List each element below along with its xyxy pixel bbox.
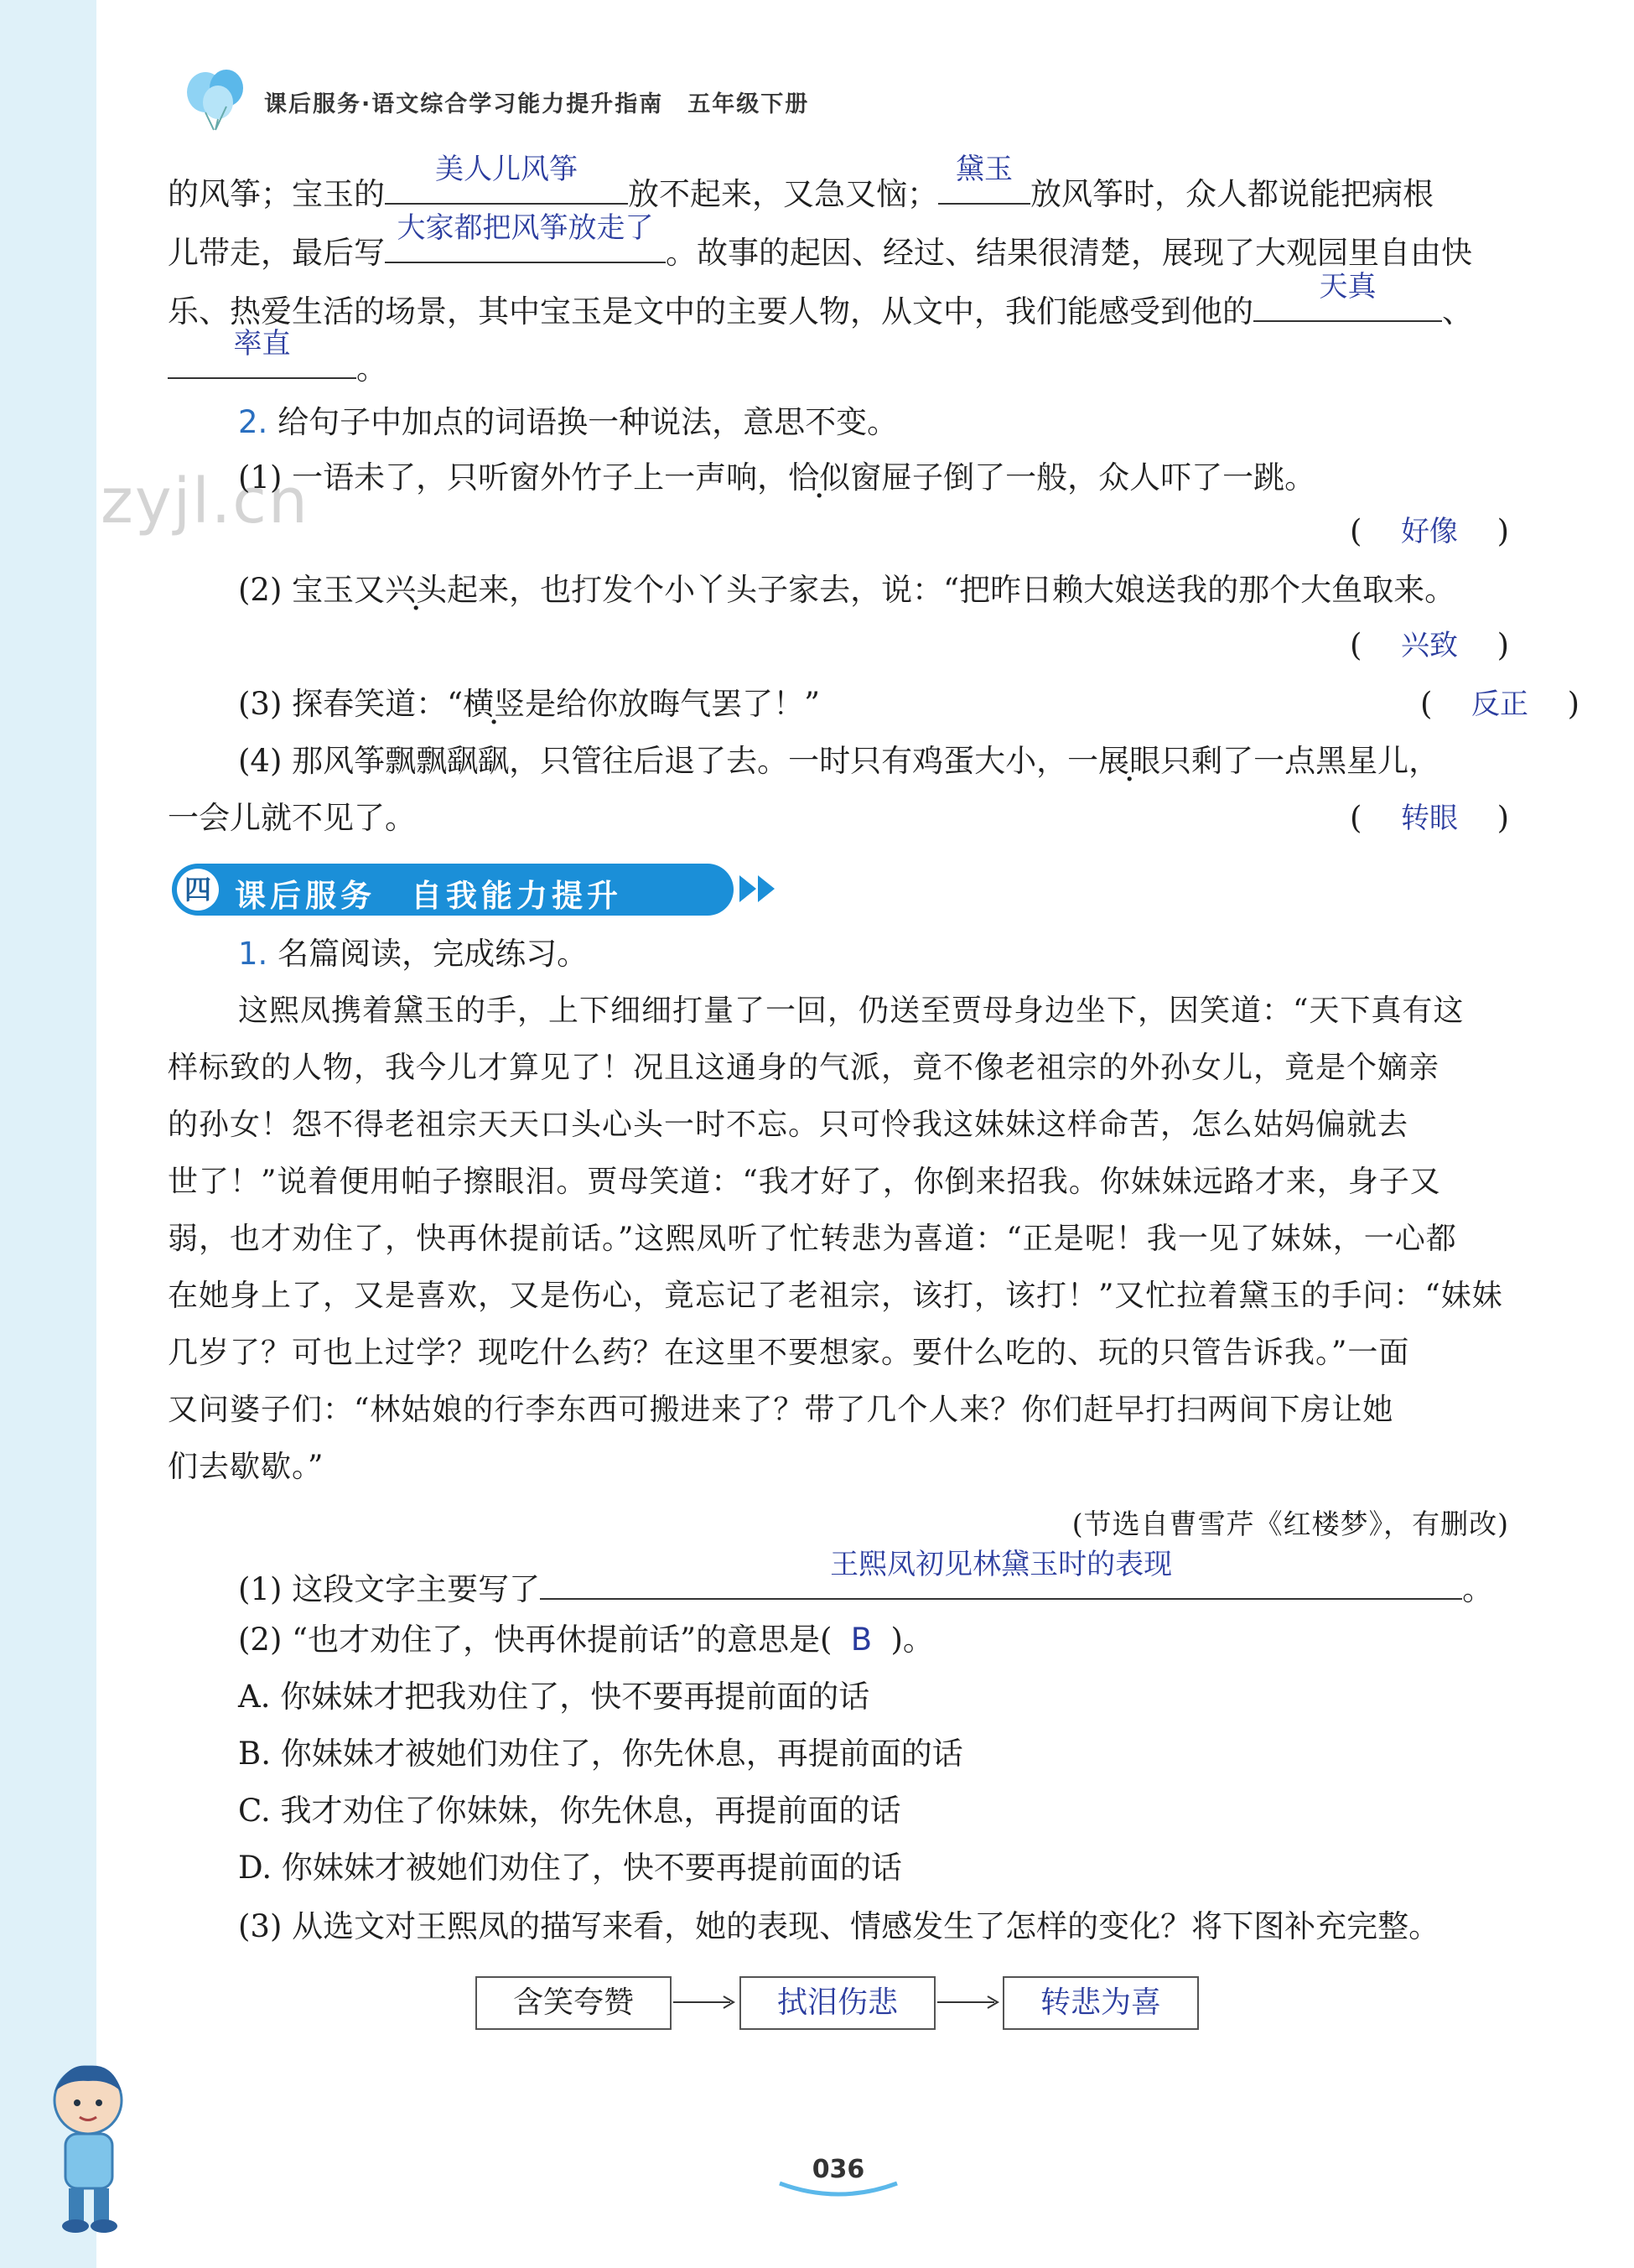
header-title: 课后服务·语文综合学习能力提升指南 五年级下册	[264, 91, 810, 117]
question-text: 名篇阅读，完成练习。	[278, 936, 589, 972]
answer-text: B	[850, 1622, 873, 1658]
answer-blank	[1253, 270, 1442, 322]
para1-line3	[168, 270, 1509, 330]
text: 乐、热爱生活的场景，其中宝玉是文中的主要人物，从文中，我们能感受到他的	[168, 293, 1253, 330]
answer-text: 美人儿风筝	[435, 153, 578, 186]
section-banner	[172, 864, 734, 916]
passage-source: (节选自曹雪芹《红楼梦》，有删改)	[1071, 1508, 1509, 1540]
answer-blank	[540, 1548, 1462, 1600]
q2-item2-answer-row	[168, 622, 1509, 669]
answer-text: 兴致	[1401, 629, 1458, 662]
answer-blank	[168, 327, 356, 379]
para1-line4	[168, 327, 1509, 387]
paren-close: )	[1497, 513, 1509, 549]
text: (4) 那风筝飘飘飖飖，只管往后退了去。一时只有鸡蛋大小，一	[238, 743, 1099, 779]
page-number-decoration	[776, 2180, 901, 2203]
answer-blank	[385, 211, 666, 263]
q1-sub1	[168, 1548, 1580, 1607]
question-text: 给句子中加点的词语换一种说法，意思不变。	[278, 404, 899, 440]
paren-close: )	[1567, 686, 1580, 722]
flow-box: 含笑夸赞	[475, 1976, 672, 2030]
right-arrow-icon	[937, 1994, 1001, 2011]
option-c: C. 我才劝住了你妹妹，你先休息，再提前面的话	[238, 1793, 901, 1829]
answer-paren	[1420, 681, 1580, 728]
passage-line: 这熙凤携着黛玉的手，上下细细打量了一回，仍送至贾母身边坐下，因笑道：“天下真有这	[238, 994, 1465, 1028]
page-header	[180, 67, 1522, 134]
right-arrow-icon	[673, 1994, 737, 2011]
text: 儿带走，最后写	[168, 235, 385, 271]
text: (1) 一语未了，只听窗外竹子上一声响，	[238, 459, 789, 496]
passage-line: 弱，也才劝住了，快再休提前话。”这熙凤听了忙转悲为喜道：“正是呢！我一见了妹妹，一心都	[168, 1222, 1457, 1256]
dotted-word: 展眼	[1098, 743, 1161, 779]
text: (1) 这段文字主要写了	[238, 1571, 541, 1607]
flow-box: 转悲为喜	[1003, 1976, 1199, 2030]
answer-text: 反正	[1471, 688, 1528, 721]
q2-heading	[168, 399, 1580, 446]
text: (3) 探春笑道：“	[238, 686, 464, 722]
question-number: 1.	[238, 936, 268, 972]
answer-text: 好像	[1401, 515, 1458, 548]
answer-text: 转眼	[1401, 802, 1458, 835]
page-number: 036	[812, 2155, 865, 2184]
q2-item1-answer-row	[168, 508, 1509, 555]
text: 、	[1442, 293, 1473, 330]
para1-line1	[168, 153, 1509, 212]
q2-item1	[168, 454, 1580, 501]
q1-sub2	[168, 1617, 1580, 1663]
passage-line: 们去歇歇。”	[168, 1450, 324, 1484]
option-a: A. 你妹妹才把我劝住了，快不要再提前面的话	[238, 1679, 870, 1715]
flow-box: 拭泪伤悲	[739, 1976, 936, 2030]
q2-item4-cont	[168, 795, 1509, 842]
section-number-icon: 四	[177, 869, 219, 911]
text: (2) “也才劝住了，快再休提前话”的意思是(	[238, 1622, 833, 1658]
question-number: 2.	[238, 404, 268, 440]
answer-text: 天真	[1319, 270, 1377, 304]
paren-open: (	[1420, 686, 1433, 722]
paren-open: (	[1350, 627, 1362, 663]
dotted-word: 横竖	[463, 686, 526, 722]
text: )。	[890, 1622, 934, 1658]
text: 。	[1462, 1571, 1494, 1607]
q1-sub3: (3) 从选文对王熙凤的描写来看，她的表现、情感发生了怎样的变化？将下图补充完整。	[238, 1908, 1440, 1944]
passage-line: 又问婆子们：“林姑娘的行李东西可搬进来了？带了几个人来？你们赶早打扫两间下房让她	[168, 1393, 1394, 1427]
section-title: 课后服务 自我能力提升	[235, 878, 622, 914]
answer-blank	[938, 153, 1030, 205]
answer-paren	[1350, 622, 1509, 669]
passage-line: 样标致的人物，我今儿才算见了！况且这通身的气派，竟不像老祖宗的外孙女儿，竟是个嫡亲	[168, 1051, 1440, 1085]
text: 。	[356, 350, 387, 387]
answer-text: 王熙凤初见林黛玉时的表现	[830, 1548, 1173, 1581]
passage-line: 几岁了？可也上过学？现吃什么药？在这里不要想家。要什么吃的、玩的只管告诉我。”一面	[168, 1336, 1410, 1370]
balloon-icon	[180, 67, 256, 134]
option-d: D. 你妹妹才被她们劝住了，快不要再提前面的话	[238, 1850, 902, 1886]
page-left-bleed	[0, 0, 96, 2268]
dotted-word: 兴头	[385, 572, 448, 608]
text: (2) 宝玉又	[238, 572, 386, 608]
answer-paren	[1350, 795, 1509, 842]
passage-line: 的孙女！怨不得老祖宗天天口头心头一时不忘。只可怜我这妹妹这样命苦，怎么姑妈偏就去	[168, 1108, 1409, 1142]
text: 的风筝；宝玉的	[168, 176, 385, 212]
double-arrow-icon	[739, 874, 781, 904]
dotted-word: 恰似	[788, 459, 851, 496]
text: 窗屉子倒了一般，众人吓了一跳。	[850, 459, 1316, 496]
text: 只剩了一点黑星儿，	[1160, 743, 1440, 779]
text: 放不起来，又急又恼；	[628, 176, 938, 212]
answer-blank	[385, 153, 628, 205]
text: 放风筝时，众人都说能把病根	[1030, 176, 1434, 212]
paren-open: (	[1350, 513, 1362, 549]
watermark: zyjl.cn	[101, 465, 309, 537]
answer-text: 率直	[233, 327, 291, 361]
answer-text: 黛玉	[956, 153, 1013, 186]
text: 起来，也打发个小丫头子家去，说：“把昨日赖大娘送我的那个大鱼取来。	[447, 572, 1456, 608]
passage-line: 在她身上了，又是喜欢，又是伤心，竟忘记了老祖宗，该打，该打！”又忙拉着黛玉的手问：“妹妹	[168, 1279, 1503, 1313]
cartoon-boy-illustration	[34, 2054, 151, 2239]
q2-item2	[168, 567, 1580, 614]
paren-open: (	[1350, 800, 1362, 836]
paren-close: )	[1497, 800, 1509, 836]
passage-line: 世了！”说着便用帕子擦眼泪。贾母笑道：“我才好了，你倒来招我。你妹妹远路才来，身子又	[168, 1165, 1441, 1199]
paren-close: )	[1497, 627, 1509, 663]
text: 。故事的起因、经过、结果很清楚，展现了大观园里自由快	[666, 235, 1472, 271]
answer-paren	[1350, 508, 1509, 555]
q2-item3	[168, 681, 1580, 728]
option-b: B. 你妹妹才被她们劝住了，你先休息，再提前面的话	[238, 1736, 963, 1772]
q2-item4	[168, 738, 1580, 785]
answer-text: 大家都把风筝放走了	[397, 211, 654, 245]
text: 是给你放晦气罢了！”	[525, 686, 821, 722]
text: 一会儿就不见了。	[168, 800, 416, 836]
q1-heading	[168, 931, 1580, 978]
